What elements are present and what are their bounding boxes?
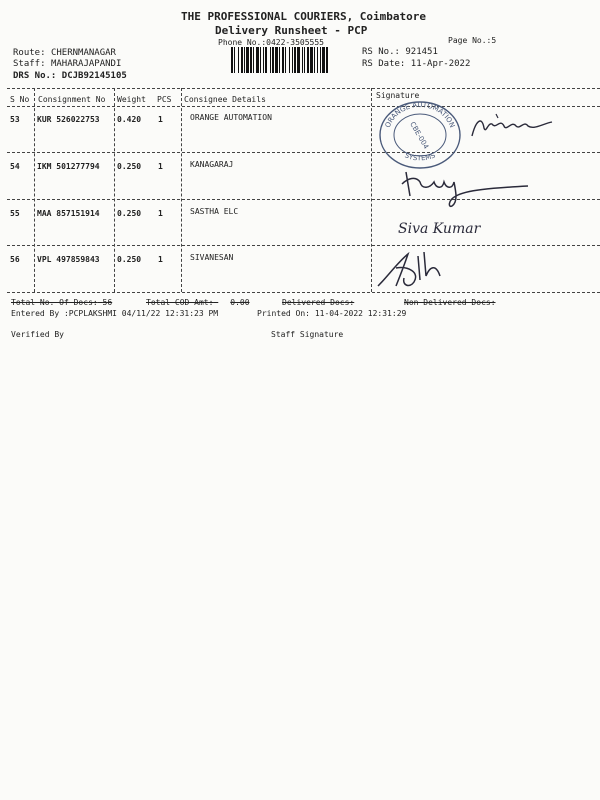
barcode-bar [310, 47, 313, 73]
barcode-bar [294, 47, 296, 73]
signature-row-1 [466, 110, 556, 142]
company-stamp [376, 97, 464, 169]
cod-value: 0.00 [230, 298, 250, 307]
row-pcs: 1 [158, 162, 163, 171]
header-signature: Signature [376, 91, 420, 100]
printed-on-label: Printed On: [257, 309, 310, 318]
barcode-bar [279, 47, 280, 73]
rs-date-value: 11-Apr-2022 [410, 59, 471, 69]
barcode-bar [244, 47, 245, 73]
route-label: Route: [13, 48, 46, 58]
staff-signature-label: Staff Signature [271, 330, 344, 339]
barcode-bar [246, 47, 249, 73]
barcode-bar [250, 47, 252, 73]
barcode-bar [302, 47, 303, 73]
barcode-bar [256, 47, 259, 73]
barcode-bar [307, 47, 309, 73]
verified-by-label: Verified By [11, 330, 64, 339]
barcode-bar [317, 47, 318, 73]
barcode-bar [231, 47, 233, 73]
row-consignee: SASTHA ELC [190, 207, 239, 216]
row-weight: 0.250 [117, 162, 142, 171]
barcode-bar [272, 47, 274, 73]
barcode-bar [275, 47, 278, 73]
route-value: CHERNMANAGAR [50, 48, 116, 58]
barcode [231, 47, 358, 73]
barcode-bar [297, 47, 300, 73]
drs-value: DCJB92145105 [61, 71, 127, 81]
delivered-docs: Delivered Docs: [282, 298, 355, 307]
staff-label: Staff: [13, 59, 46, 69]
row-sno: 55 [10, 209, 20, 218]
phone-number: Phone No.:0422-3505555 [218, 38, 324, 47]
header-consignee: Consignee Details [184, 95, 266, 104]
header-weight: Weight [117, 95, 146, 104]
staff-value: MAHARAJAPANDI [50, 59, 122, 69]
row-consignment: IKM 501277794 [37, 162, 100, 171]
non-delivered-docs: Non Delivered Docs: [404, 298, 496, 307]
row-sno: 53 [10, 115, 20, 124]
row-consignee: SIVANESAN [190, 253, 234, 262]
barcode-bar [289, 47, 290, 73]
stamp-code-text: CBE-004 [408, 120, 431, 151]
column-rule [114, 88, 115, 292]
barcode-bar [322, 47, 325, 73]
signature-row-4 [374, 246, 464, 290]
row-sno: 54 [10, 162, 20, 171]
route-line [13, 48, 116, 58]
table-bottom-rule [7, 292, 600, 293]
barcode-bar [320, 47, 321, 73]
row-pcs: 1 [158, 115, 163, 124]
total-docs [11, 298, 112, 307]
printed-on-value: 11-04-2022 12:31:29 [314, 309, 407, 318]
header-consignment: Consignment No [38, 95, 106, 104]
total-docs-label: Total No. Of Docs: [11, 298, 98, 307]
barcode-bar [292, 47, 293, 73]
entered-by [11, 309, 218, 318]
staff-line [13, 59, 121, 69]
table-header-rule [7, 106, 600, 107]
row-consignment: VPL 497859843 [37, 255, 100, 264]
row-consignment: MAA 857151914 [37, 209, 100, 218]
row-consignment: KUR 526022753 [37, 115, 100, 124]
row-consignee: KANAGARAJ [190, 160, 234, 169]
barcode-bar [265, 47, 267, 73]
row-pcs: 1 [158, 209, 163, 218]
header-pcs: PCS [157, 95, 172, 104]
rs-no-line [362, 47, 438, 57]
cod-label: Total COD Amt: [146, 298, 214, 307]
barcode-bar [285, 47, 286, 73]
page-number: Page No.:5 [448, 36, 497, 45]
printed-on [257, 309, 406, 318]
row-pcs: 1 [158, 255, 163, 264]
drs-label: DRS No.: [13, 71, 57, 81]
row-consignee: ORANGE AUTOMATION [190, 113, 272, 122]
handwritten-name: Siva Kumar [398, 221, 481, 237]
row-weight: 0.250 [117, 255, 142, 264]
row-divider [7, 245, 600, 246]
row-sno: 56 [10, 255, 20, 264]
header-sno: S No [10, 95, 30, 104]
row-weight: 0.250 [117, 209, 142, 218]
table-top-rule [7, 88, 600, 89]
rs-date-line [362, 59, 470, 69]
row-divider [7, 152, 600, 153]
barcode-bar [234, 47, 235, 73]
barcode-bar [263, 47, 264, 73]
barcode-bar [241, 47, 243, 73]
column-rule [34, 88, 35, 292]
barcode-bar [238, 47, 239, 73]
signature-row-3 [396, 213, 506, 241]
barcode-bar [314, 47, 315, 73]
barcode-bar [260, 47, 261, 73]
entered-by-label: Entered By : [11, 309, 69, 318]
column-rule [371, 88, 372, 292]
stamp-company-text: ORANGE AUTOMATION [383, 100, 457, 129]
barcode-bar [326, 47, 328, 73]
entered-by-value: PCPLAKSHMI 04/11/22 12:31:23 PM [68, 309, 219, 318]
signature-row-2 [396, 164, 536, 208]
barcode-bar [270, 47, 271, 73]
total-docs-value: 56 [102, 298, 113, 307]
total-cod [146, 298, 250, 307]
rs-no-label: RS No.: [362, 47, 400, 57]
rs-no-value: 921451 [405, 47, 438, 57]
barcode-bar [304, 47, 305, 73]
rs-date-label: RS Date: [362, 59, 406, 69]
stamp-systems-text: SYSTEMS [403, 151, 437, 163]
company-name: THE PROFESSIONAL COURIERS, Coimbatore [181, 10, 427, 23]
row-weight: 0.420 [117, 115, 142, 124]
barcode-bar [282, 47, 284, 73]
drs-line [13, 71, 127, 81]
document-title: Delivery Runsheet - PCP [215, 24, 368, 37]
column-rule [181, 88, 182, 292]
barcode-bar [253, 47, 254, 73]
